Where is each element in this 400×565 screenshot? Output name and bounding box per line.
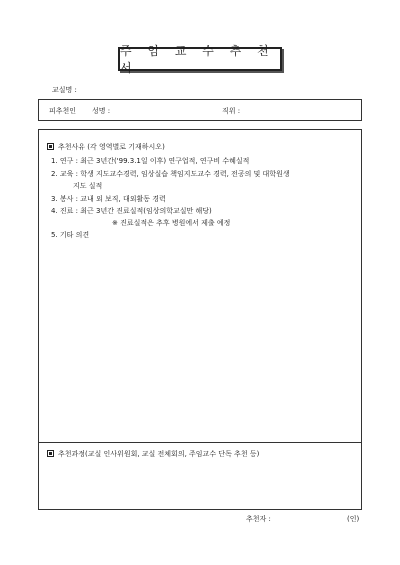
- nominee-name-label: 성명 :: [92, 107, 111, 115]
- square-bullet-icon: [47, 450, 54, 457]
- reasons-header-text: 추천사유 (각 영역별로 기재하시오): [58, 143, 165, 151]
- recommender-seal: (인): [347, 515, 360, 523]
- nominee-box: [38, 99, 362, 121]
- document-title: 주 임 교 수 추 천 서: [118, 47, 282, 71]
- reason-item-clinical: 4. 진료 : 최근 3년간 진료실적(임상의학교실만 해당): [51, 207, 212, 215]
- reason-item-service: 3. 봉사 : 교내 외 보직, 대외활동 경력: [51, 195, 166, 203]
- process-header-text: 추천과정(교실 인사위원회, 교실 전체회의, 주임교수 단독 추천 등): [58, 450, 260, 458]
- reason-item-education: 2. 교육 : 학생 지도교수경력, 임상실습 책임지도교수 경력, 전공의 및 대학원생: [51, 170, 290, 178]
- nominee-position-label: 직위 :: [222, 107, 241, 115]
- reason-item-research: 1. 연구 : 최근 3년간('99.3.1일 이후) 연구업적, 연구비 수혜실적: [51, 157, 250, 165]
- nominee-label: 피추천인: [49, 107, 77, 115]
- recommender-label: 추천자 :: [246, 515, 271, 523]
- reason-item-education-cont: 지도 실적: [73, 182, 103, 190]
- reason-item-other: 5. 기타 의견: [51, 231, 90, 239]
- main-content-box: [38, 129, 362, 510]
- square-bullet-icon: [47, 143, 54, 150]
- department-label: 교실명 :: [52, 86, 77, 94]
- reason-item-clinical-note: ※ 진료실적은 추후 병원에서 제출 예정: [112, 219, 231, 227]
- process-header: [47, 449, 259, 459]
- section-divider: [39, 442, 361, 443]
- reasons-header: [47, 142, 165, 152]
